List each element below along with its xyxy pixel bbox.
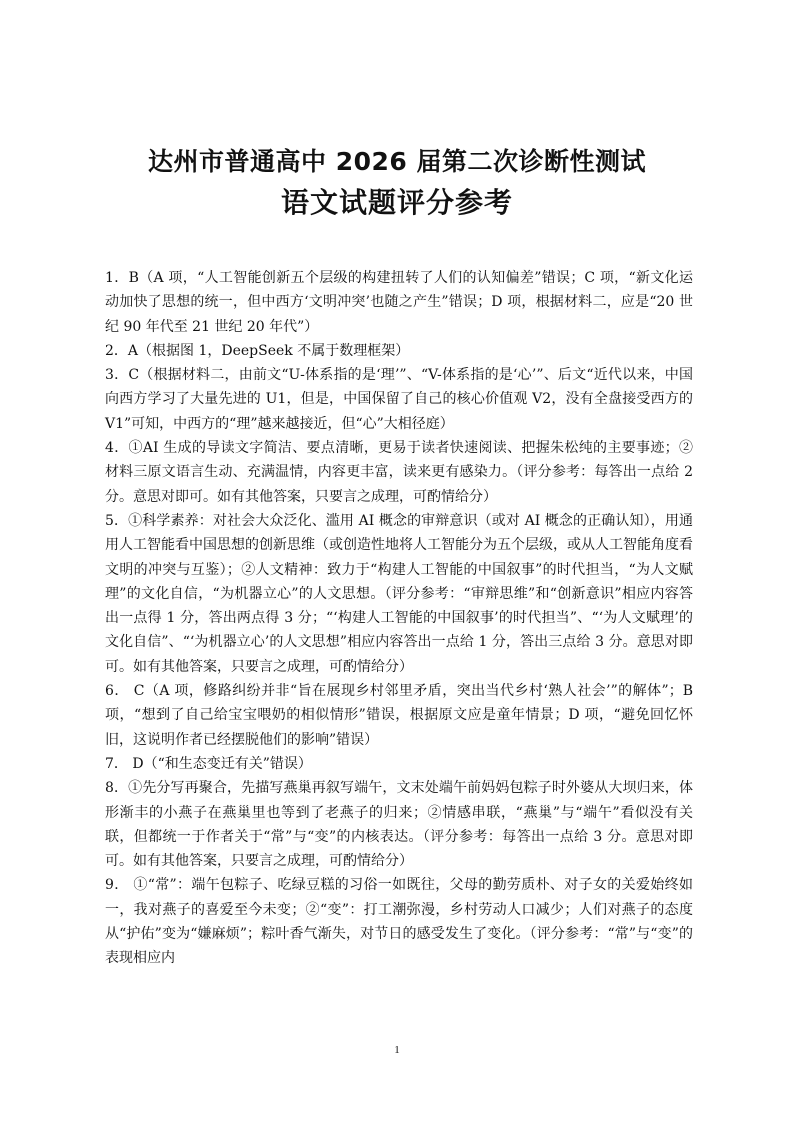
page-number: 1	[394, 1044, 400, 1056]
answer-item-7: 7． D（“和生态变迁有关”错误）	[105, 755, 312, 772]
document-subtitle: 语文试题评分参考	[280, 186, 513, 219]
exam-title: 达州市普通高中 2026 届第二次诊断性测试	[148, 147, 646, 176]
answer-item-5: 5．①科学素养：对社会大众泛化、滥用 AI 概念的审辩意识（或对 AI 概念的正确认知），用通用人工智能看中国思想的创新思维（或创造性地将人工智能分为五个层级，或从人工智能角度看文明的冲突与互鉴）；②人文精神：致力于“构建人工智能的中国叙事”的时代担当，“为人文赋理”的文化自信，“为机器立心”的人文思想。（评分参考：“审辩思维”和“创新意识”相应内容答出一点得 1 分，答出两点得 3 分；“‘构建人工智能的中国叙事’的时代担当”、“‘为人文赋理’的文化自信”、“‘为机器立心’的人文思想”相应内容答出一点给 1 分，答出三点给 3 分。意思对即可。如有其他答案，只要言之成理，可酌情给分）	[105, 512, 693, 675]
answer-item-6: 6． C（A 项，修路纠纷并非“旨在展现乡村邻里矛盾，突出当代乡村‘熟人社会’”的解体”；B 项，“想到了自己给宝宝喂奶的相似情形”错误，根据原文应是童年情景；D 项，“避免回忆怀旧，这说明作者已经摆脱他们的影响”错误）	[105, 683, 693, 748]
answer-item-9: 9． ①“常”：端午包粽子、吃绿豆糕的习俗一如既往，父母的勤劳质朴、对子女的关爱始终如一，我对燕子的喜爱至今未变；②“变”：打工潮弥漫，乡村劳动人口减少；人们对燕子的态度从“护佑”变为“嫌麻烦”；粽叶香气渐失，对节日的感受发生了变化。（评分参考：“常”与“变”的表现相应内	[105, 877, 693, 967]
answer-item-1: 1．B（A 项，“人工智能创新五个层级的构建扭转了人们的认知偏差”错误；C 项，“新文化运动加快了思想的统一，但中西方‘文明冲突’也随之产生”错误；D 项，根据材料二，应是“20 世纪 90 年代至 21 世纪 20 年代”）	[105, 270, 693, 335]
answer-list	[105, 266, 693, 971]
answer-item-8: 8．①先分写再聚合，先描写燕巢再叙写端午，文末处端午前妈妈包粽子时外婆从大坝归来，体形渐丰的小燕子在燕巢里也等到了老燕子的归来；②情感串联，“燕巢”与“端午”看似没有关联，但都统一于作者关于“常”与“变”的内核表达。（评分参考：每答出一点给 3 分。意思对即可。如有其他答案，只要言之成理，可酌情给分）	[105, 780, 693, 870]
answer-item-4: 4．①AI 生成的导读文字简洁、要点清晰，更易于读者快速阅读、把握朱松纯的主要事迹；②材料三原文语言生动、充满温情，内容更丰富，读来更有感染力。（评分参考：每答出一点给 2 分。意思对即可。如有其他答案，只要言之成理，可酌情给分）	[105, 440, 693, 505]
answer-item-3: 3．C（根据材料二，由前文“U-体系指的是‘理’”、“V-体系指的是‘心’”、后文“近代以来，中国向西方学习了大量先进的 U1，但是，中国保留了自己的核心价值观 V2，没有全盘接受西方的 V1”可知，中西方的“理”越来越接近，但“心”大相径庭）	[105, 367, 693, 432]
answer-item-2: 2．A（根据图 1，DeepSeek 不属于数理框架）	[105, 342, 410, 359]
